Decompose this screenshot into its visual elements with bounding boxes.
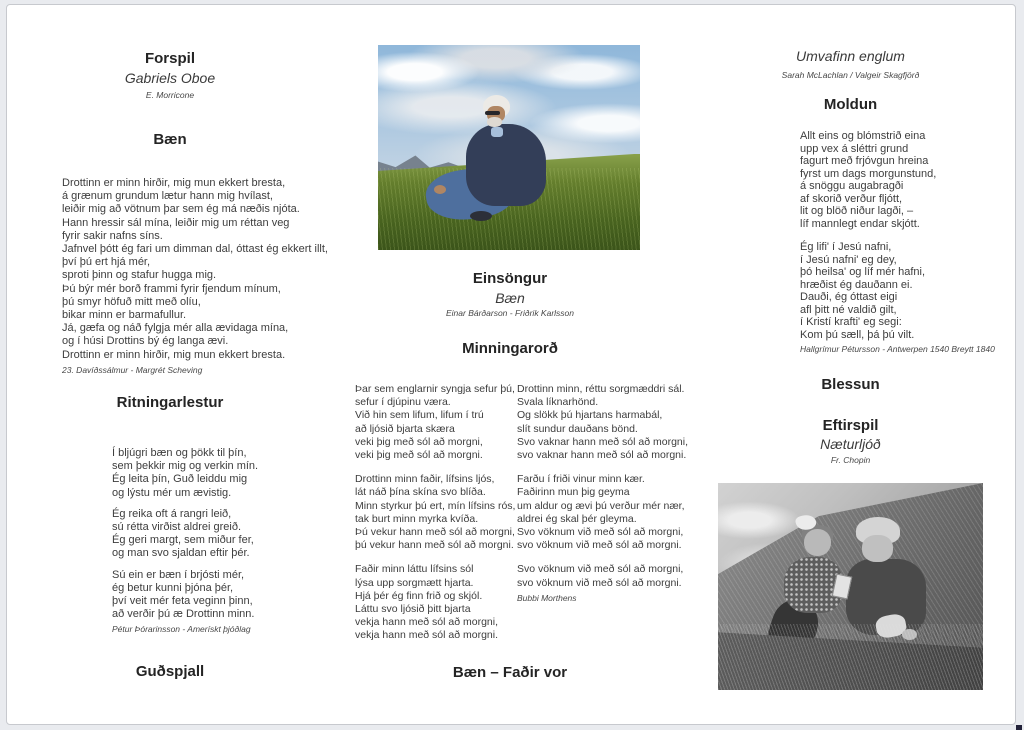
credit-e-morricone: E. Morricone <box>145 90 195 100</box>
poem-line: aldrei ég skal þér gleyma. <box>517 512 637 525</box>
stanza-gap <box>355 552 515 563</box>
poem-line: Ég leita þín, Guð leiddu mig <box>112 473 248 486</box>
poem-line: og í húsi Drottins bý ég langa ævi. <box>62 335 229 348</box>
poem-line: Drottinn minn, réttu sorgmæddri sál. <box>517 383 685 395</box>
heading-blessun: Blessun <box>821 376 880 393</box>
photo-man-beard <box>487 117 502 127</box>
photo-man-in-field <box>378 45 640 250</box>
hymn-lines <box>800 130 995 341</box>
poem-line: Kom þú sæll, þá þú vilt. <box>800 328 915 341</box>
reading-poem-credit: Pétur Þórarinsson - Amerískt þjóðlag <box>112 624 251 635</box>
stanza-gap <box>517 552 688 563</box>
photo-man-collar <box>491 127 503 137</box>
photo-children-bw <box>718 483 983 690</box>
poem-line: þú vekur hann með sól að morgni. <box>355 539 514 552</box>
heading-moldun: Moldun <box>823 96 878 113</box>
heading-einsongur: Einsöngur <box>472 270 548 287</box>
stanza-gap <box>112 561 258 569</box>
photo-man-sunglasses <box>485 111 500 115</box>
subtitle-baen-song: Bæn <box>495 290 525 306</box>
poem-line: leiðir mig að vötnum þar sem ég má næðis njóta. <box>62 203 300 216</box>
song-left-column <box>355 383 515 643</box>
heading-eftirspil: Eftirspil <box>822 417 879 434</box>
poem-line: um aldur og ævi þú verður mér nær, <box>517 499 685 512</box>
poem-line: ég betur kunni þjóna þér, <box>112 581 234 594</box>
poem-line: tak burt minn myrka kvíða. <box>355 512 479 525</box>
heading-baen: Bæn <box>153 131 187 148</box>
song-left-lines <box>355 383 515 643</box>
poem-line: Faðirinn mun þig geyma <box>517 486 630 499</box>
heading-gudspjall: Guðspjall <box>135 663 205 680</box>
heading-ritningarlestur: Ritningarlestur <box>116 394 224 411</box>
heading-forspil: Forspil <box>144 50 195 67</box>
poem-line: og man svo sjaldan eftir þér. <box>112 547 250 560</box>
poem-line: Ég lifi' í Jesú nafni, <box>800 241 892 253</box>
stanza-gap <box>800 230 995 241</box>
poem-line: sem þekkir mig og verkin mín. <box>112 460 259 473</box>
poem-line: lit og blöð niður lagði, – <box>800 205 914 217</box>
poem-line: svo vöknum við með sól að morgni. <box>517 576 682 589</box>
poem-line: fyrst um dags morgunstund, <box>800 167 937 180</box>
poem-line: veki þig með sól að morgni, <box>355 435 483 448</box>
poem-line: fagurt með frjóvgun hreina <box>800 155 929 167</box>
subtitle-naeturljod: Næturljóð <box>820 436 881 452</box>
poem-line: Í bljúgri bæn og þökk til þín, <box>112 447 247 459</box>
poem-line: Svo vöknum við með sól að morgni, <box>517 563 684 576</box>
subtitle-gabriels-oboe: Gabriels Oboe <box>124 70 216 86</box>
poem-line: Þar sem englarnir syngja sefur þú, <box>355 383 515 395</box>
credit-mclachlan-skagfjord: Sarah McLachlan / Valgeir Skagfjörð <box>781 70 920 80</box>
reading-poem-lines <box>112 447 258 621</box>
poem-line: svo vöknum við með sól að morgni. <box>517 539 682 552</box>
credit-fr-chopin: Fr. Chopin <box>830 455 871 465</box>
poem-line: Svo vöknum við með sól að morgni, <box>517 526 684 539</box>
poem-line: sproti þinn og stafur hugga mig. <box>62 269 217 282</box>
poem-line: svo vaknar hann með sól að morgni. <box>517 449 687 462</box>
heading-baen-fadir-vor: Bæn – Faðir vor <box>452 664 568 681</box>
poem-line: Drottinn er minn hirðir, mig mun ekkert bresta. <box>62 348 286 361</box>
poem-line: afl þitt né valdið gilt, <box>800 303 897 316</box>
poem-line: Þú býr mér borð frammi fyrir fjendum mínum, <box>62 282 281 295</box>
poem-line: sú rétta virðist aldrei greið. <box>112 521 241 534</box>
poem-line: Svala líknarhönd. <box>517 396 599 409</box>
subtitle-umvafinn-englum: Umvafinn englum <box>796 48 905 64</box>
poem-line: því veit mér feta veginn þinn, <box>112 595 253 608</box>
poem-line: Minn styrkur þú ert, mín lífsins rós, <box>355 499 516 512</box>
poem-line: því þú ert hjá mér, <box>62 256 151 269</box>
poem-line: Jafnvel þótt ég fari um dimman dal, óttast ég ekkert illt, <box>62 243 328 256</box>
poem-line: slít sundur dauðans bönd. <box>517 422 638 435</box>
poem-line: upp vex á sléttri grund <box>800 142 909 155</box>
poem-line: í Kristí krafti' eg segi: <box>800 316 902 328</box>
poem-line: Þú vekur hann með sól að morgni, <box>355 526 515 539</box>
stanza-gap <box>355 462 515 473</box>
poem-line: af skorið verður fljótt, <box>800 192 903 205</box>
stanza-gap <box>517 462 688 473</box>
reading-poem-block <box>112 447 258 637</box>
poem-line: þú smyr höfuð mitt með olíu, <box>62 295 201 308</box>
corner-cursor-mark <box>1016 725 1022 730</box>
hymn-credit: Hallgrímur Pétursson - Antwerpen 1540 Breytt 1840 <box>800 344 995 354</box>
poem-line: Ég geri margt, sem miður fer, <box>112 534 254 547</box>
photo-man-shoe <box>470 211 492 221</box>
stanza-gap <box>112 500 258 508</box>
poem-line: veki þig með sól að morgni. <box>355 449 483 462</box>
poem-line: þó heilsa' og líf mér hafni, <box>800 266 926 278</box>
poem-line: Og slökk þú hjartans harmabál, <box>517 409 663 422</box>
poem-line: og lýstu mér um ævistig. <box>112 486 232 499</box>
poem-line: Sú ein er bæn í brjósti mér, <box>112 568 245 581</box>
poem-line: hræðist ég dauðann ei. <box>800 278 913 291</box>
psalm-23-credit: 23. Davíðssálmur - Margrét Scheving <box>62 364 203 375</box>
poem-line: Drottinn minn faðir, lífsins ljós, <box>355 473 495 486</box>
poem-line: að ljósið bjarta skæra <box>355 422 455 435</box>
poem-line: Ég reika oft á rangri leið, <box>112 507 232 520</box>
psalm-23-lines <box>62 177 328 362</box>
poem-line: vekja hann með sól að morgni. <box>355 629 498 642</box>
poem-line: Við hin sem lifum, lifum í trú <box>355 409 484 422</box>
poem-line: Dauði, ég óttast eigi <box>800 291 898 303</box>
bw-photo-boy-face <box>862 535 893 562</box>
bw-photo-foreground-texture <box>718 624 983 690</box>
poem-line: Láttu svo ljósið þitt bjarta <box>355 603 471 616</box>
poem-line: Farðu í friði vinur minn kær. <box>517 473 645 486</box>
poem-line: lát náð þína skína svo blíða. <box>355 486 486 499</box>
song-right-lines <box>517 383 688 590</box>
photo-man-hand <box>434 185 446 194</box>
song-right-column <box>517 383 688 605</box>
poem-line: að verðir þú æ Drottinn minn. <box>112 608 255 621</box>
credit-einar-fridrik: Einar Bárðarson - Friðrik Karlsson <box>445 308 574 318</box>
photo-man-sweater <box>466 124 546 206</box>
song-credit: Bubbi Morthens <box>517 592 577 603</box>
poem-line: Drottinn er minn hirðir, mig mun ekkert bresta, <box>62 177 286 189</box>
poem-line: vekja hann með sól að morgni, <box>355 616 498 629</box>
poem-line: Hann hressir sál mína, leiðir mig um réttan veg <box>62 216 290 229</box>
poem-line: lýsa upp sorgmætt hjarta. <box>355 576 474 589</box>
bw-photo-girl-face <box>804 529 831 556</box>
poem-line: í Jesú nafni' eg dey, <box>800 253 897 266</box>
poem-line: bikar minn er barmafullur. <box>62 309 187 322</box>
poem-line: sefur í djúpinu væra. <box>355 396 451 409</box>
poem-line: Hjá þér ég finn frið og skjól. <box>355 589 483 602</box>
hymn-block <box>800 130 995 356</box>
poem-line: á snöggu augabragði <box>800 180 904 192</box>
poem-line: fyrir sakir nafns síns. <box>62 229 163 242</box>
poem-line: á grænum grundum lætur hann mig hvílast, <box>62 190 273 203</box>
poem-line: Faðir minn láttu lífsins sól <box>355 563 474 576</box>
poem-line: Allt eins og blómstrið eina <box>800 130 926 142</box>
poem-line: Svo vaknar hann með sól að morgni, <box>517 435 689 448</box>
poem-line: líf mannlegt endar skjótt. <box>800 217 920 230</box>
psalm-23-block <box>62 177 328 377</box>
heading-minningarord: Minningarorð <box>462 340 558 357</box>
poem-line: Já, gæfa og náð fylgja mér alla ævidaga mína, <box>62 322 289 335</box>
